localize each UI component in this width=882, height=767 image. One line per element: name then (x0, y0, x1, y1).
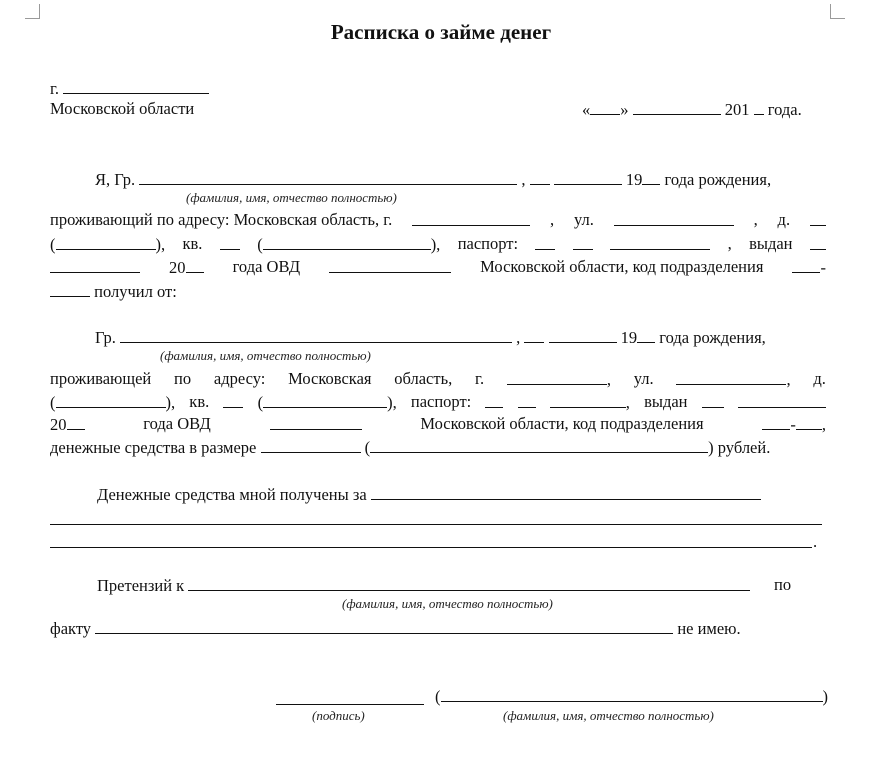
lender-fio-blank[interactable] (120, 329, 512, 343)
borrower-passport-label: паспорт: (457, 234, 519, 253)
lender-passport-series-blank[interactable] (518, 394, 536, 408)
lender-amount-line: денежные средства в размере ( ) рублей. (50, 438, 771, 457)
signature-caption: (подпись) (312, 708, 365, 723)
borrower-year-prefix: 20 (169, 258, 186, 277)
fact-text: факту (50, 619, 92, 638)
borrower-ovd-blank[interactable] (329, 259, 451, 273)
borrower-region-code-text: Московской области, код подразделения (480, 257, 764, 276)
borrower-street-label: ул. (573, 210, 594, 229)
borrower-ovd-text: года ОВД (232, 257, 301, 276)
lender-birth-century: 19 (620, 328, 638, 347)
borrower-house-label: д. (777, 210, 791, 229)
lender-apt-blank[interactable] (223, 394, 243, 408)
lender-address-line: проживающей по адресу: Московская область, г. , ул. , д. (50, 369, 826, 389)
lender-ovd-line: 20 года ОВД Московской области, код подразделения - , (50, 414, 826, 434)
lender-region-text: Московской области, код подразделения (420, 414, 704, 433)
borrower-fio-caption: (фамилия, имя, отчество полностью) (186, 190, 397, 205)
borrower-address-text: проживающий по адресу: Московская область, г. (50, 210, 393, 229)
lender-address-word: адресу: (213, 369, 266, 388)
lender-passport-series-blank[interactable] (485, 394, 503, 408)
region-label: Московской области (50, 99, 195, 118)
purpose-line (97, 486, 761, 504)
lender-intro: Гр. (95, 328, 116, 347)
lender-line: Гр. , 19 года рождения, (95, 328, 766, 347)
date-year: 201 (724, 100, 750, 119)
amount-words-blank[interactable] (370, 439, 708, 453)
borrower-year-blank[interactable] (642, 171, 660, 185)
lender-code-blank[interactable] (762, 416, 790, 430)
borrower-passport-number-blank[interactable] (610, 236, 710, 250)
city-blank[interactable] (63, 80, 209, 94)
borrower-code-end-blank[interactable] (50, 283, 90, 297)
borrower-issued-day-blank[interactable] (810, 236, 826, 250)
lender-birth-suffix: года рождения, (659, 328, 766, 347)
lender-issued-month-blank[interactable] (738, 394, 826, 408)
lender-amount-label: денежные средства в размере (50, 438, 257, 457)
date-month-blank[interactable] (633, 101, 721, 115)
fact-line (50, 620, 741, 638)
lender-address-word: г. (475, 369, 485, 388)
borrower-intro: Я, Гр. (95, 170, 136, 189)
signature-blank[interactable] (276, 704, 424, 705)
borrower-house-blank[interactable] (810, 212, 826, 226)
lender-address-word: по (174, 369, 192, 388)
borrower-house-words-blank[interactable] (56, 236, 156, 250)
lender-day-blank[interactable] (524, 329, 544, 343)
claims-po: по (774, 575, 792, 594)
amount-digits-blank[interactable] (261, 439, 361, 453)
claims-line (97, 577, 750, 595)
borrower-issued-month-blank[interactable] (50, 259, 140, 273)
borrower-received-line (50, 283, 177, 301)
lender-rubles: рублей. (717, 438, 771, 457)
borrower-received-from: получил от: (94, 282, 177, 301)
margin-corner-mark (25, 4, 40, 19)
borrower-apt-line: ( ), кв. ( ), паспорт: , выдан (50, 236, 826, 254)
borrower-ovd-line: 20 года ОВД Московской области, код подразделения - (50, 259, 826, 277)
date-line (582, 101, 802, 119)
purpose-blank-line[interactable] (50, 524, 822, 525)
lender-apt-label: кв. (189, 392, 210, 411)
signature-fio-blank[interactable] (441, 688, 823, 702)
borrower-passport-series-blank[interactable] (573, 236, 593, 250)
lender-code-end-blank[interactable] (796, 416, 822, 430)
borrower-apt-blank[interactable] (220, 236, 240, 250)
borrower-birth-suffix: года рождения, (664, 170, 772, 189)
borrower-apt-label: кв. (182, 234, 203, 253)
date-close-quote: » (620, 100, 629, 119)
borrower-line: Я, Гр. , 19 года рождения, (95, 170, 772, 189)
lender-address-word: Московская (288, 369, 372, 388)
borrower-day-blank[interactable] (530, 171, 550, 185)
lender-passport-label: паспорт: (410, 392, 472, 411)
claims-caption: (фамилия, имя, отчество полностью) (342, 596, 553, 611)
fact-blank[interactable] (95, 620, 673, 634)
lender-city-blank[interactable] (507, 371, 607, 385)
purpose-period: . (813, 532, 818, 551)
lender-issued-label: выдан (644, 392, 688, 411)
borrower-month-blank[interactable] (554, 171, 622, 185)
lender-month-blank[interactable] (549, 329, 617, 343)
borrower-code-blank[interactable] (792, 259, 820, 273)
signature-fio-line: ( ) (435, 687, 828, 706)
lender-house-words-blank[interactable] (56, 394, 166, 408)
lender-street-label: ул. (633, 369, 654, 388)
lender-address-word: область, (394, 369, 453, 388)
claims-text: Претензий к (97, 576, 185, 595)
document-title: Расписка о займе денег (330, 20, 552, 44)
lender-address-word: проживающей (50, 369, 152, 388)
borrower-apt-words-blank[interactable] (263, 236, 431, 250)
borrower-city-blank[interactable] (412, 212, 530, 226)
lender-street-blank[interactable] (676, 371, 786, 385)
date-year-digit-blank[interactable] (754, 101, 764, 115)
borrower-issued-label: выдан (749, 234, 793, 253)
date-day-blank[interactable] (590, 101, 620, 115)
date-suffix: года. (767, 100, 802, 119)
lender-ovd-blank[interactable] (270, 416, 362, 430)
city-line (50, 80, 209, 98)
borrower-street-blank[interactable] (614, 212, 734, 226)
borrower-issued-year-blank[interactable] (186, 259, 204, 273)
lender-apt-words-blank[interactable] (263, 394, 387, 408)
margin-corner-mark (830, 4, 845, 19)
lender-year-prefix: 20 (50, 415, 67, 434)
borrower-birth-century: 19 (625, 170, 643, 189)
lender-issued-year-blank[interactable] (67, 416, 85, 430)
lender-year-blank[interactable] (637, 329, 655, 343)
purpose-blank[interactable] (371, 486, 761, 500)
lender-apt-line: ( ), кв. ( ), паспорт: , выдан (50, 394, 826, 412)
city-prefix: г. (50, 79, 60, 98)
claims-fio-blank[interactable] (188, 577, 750, 591)
date-open-quote: « (582, 100, 591, 119)
lender-fio-caption: (фамилия, имя, отчество полностью) (160, 348, 371, 363)
lender-ovd-text: года ОВД (143, 414, 211, 433)
borrower-address-line: проживающий по адресу: Московская область, г. , ул. , д. (50, 212, 826, 229)
lender-passport-number-blank[interactable] (550, 394, 626, 408)
signature-fio-caption: (фамилия, имя, отчество полностью) (503, 708, 714, 723)
borrower-passport-series-blank[interactable] (535, 236, 555, 250)
lender-house-label: д. (813, 369, 826, 388)
borrower-fio-blank[interactable] (139, 171, 517, 185)
no-claims-text: не имею. (677, 619, 741, 638)
lender-issued-day-blank[interactable] (702, 394, 724, 408)
purpose-text: Денежные средства мной получены за (97, 485, 367, 504)
purpose-blank-line[interactable] (50, 547, 812, 548)
